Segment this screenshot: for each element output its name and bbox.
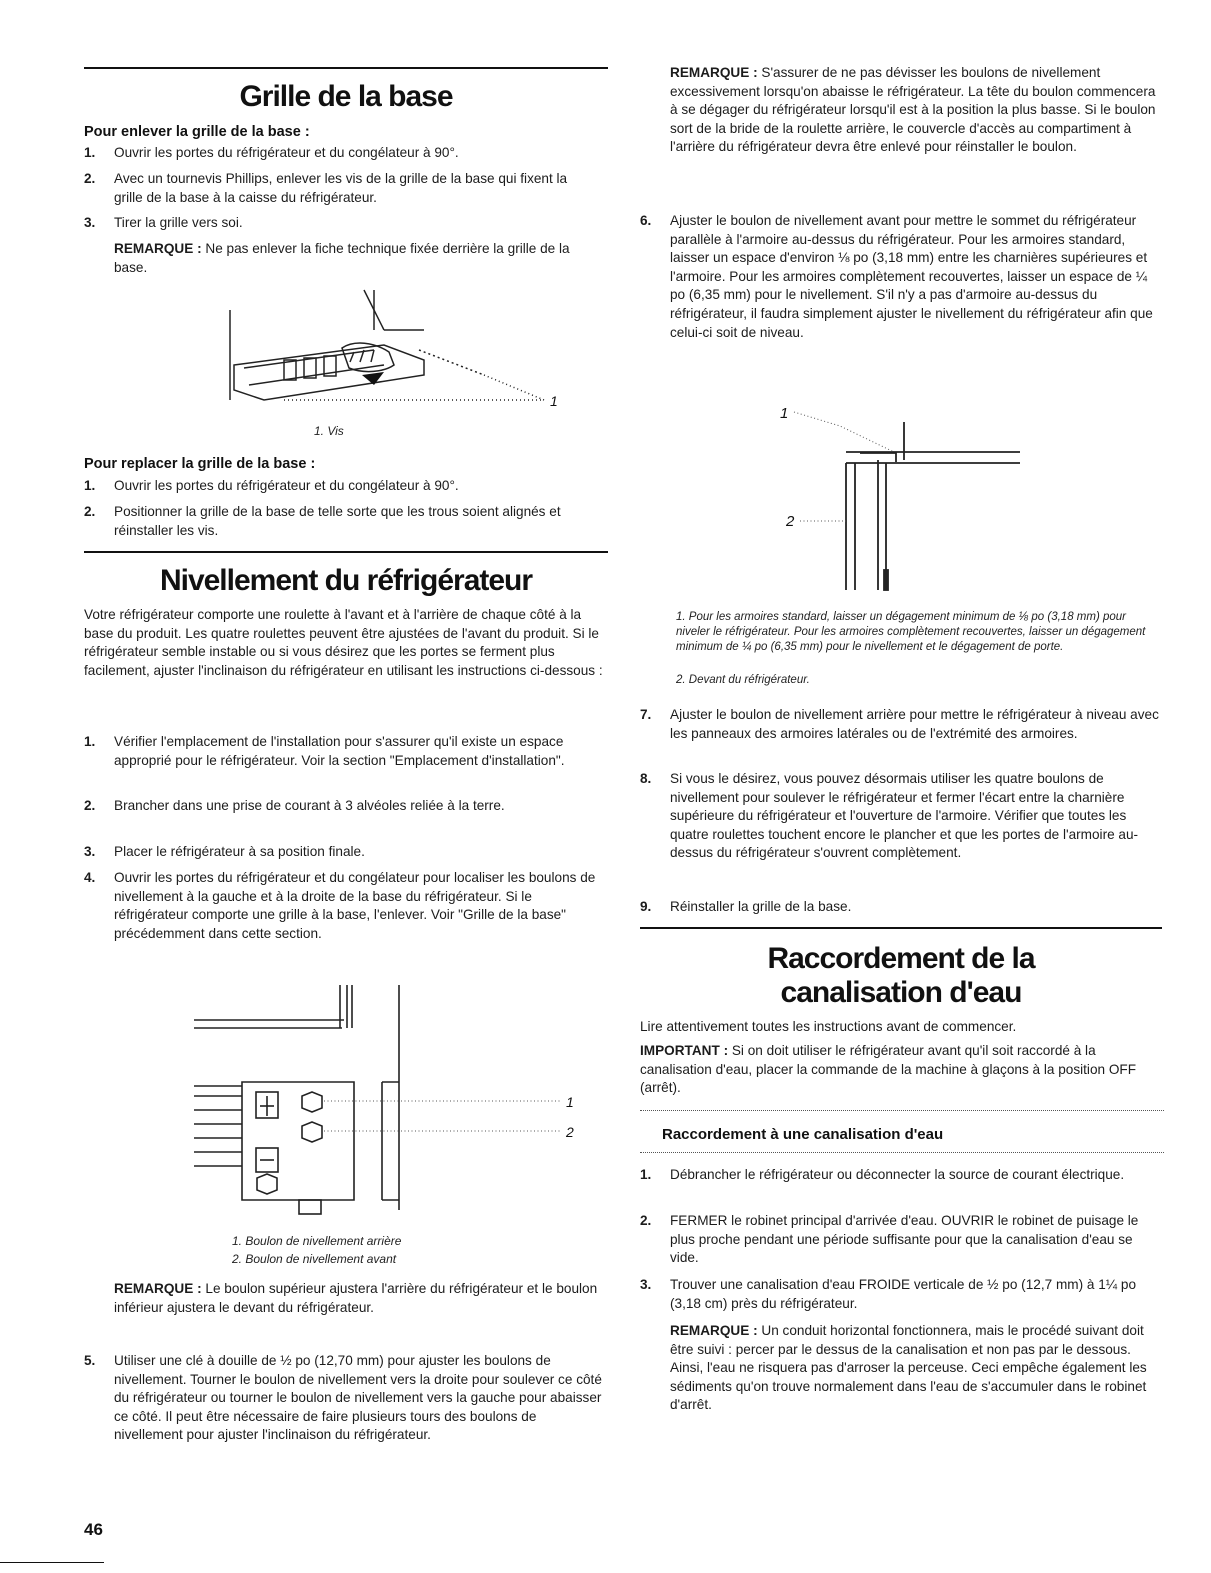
figure-caption: 1. Vis (314, 424, 344, 438)
replace-heading: Pour replacer la grille de la base : (84, 456, 316, 472)
grille-note: REMARQUE : Ne pas enlever la fiche technique fixée derrière la grille de la base. (114, 241, 570, 275)
list-item: 1. Ouvrir les portes du réfrigérateur et du congélateur à 90°. (84, 145, 459, 160)
water-important: IMPORTANT : Si on doit utiliser le réfrigérateur avant qu'il soit raccordé à la canalisation d'eau, placer la commande de la machine à glaçons à la position OFF (arrêt). (640, 1043, 1137, 1096)
section-rule (640, 927, 1162, 929)
figure-caption: 1. Pour les armoires standard, laisser un dégagement minimum de ⅛ po (3,18 mm) pour niveler le réfrigérateur. Pour les armoires complètement recouvertes, laisser un dégagement minimum de ¼ po (6,35 mm) pour le nivellement et le dégagement de porte. (676, 611, 1146, 653)
list-item: 6. Ajuster le boulon de nivellement avant pour mettre le sommet du réfrigérateur parallèle à l'armoire au-dessus du réfrigérateur. Pour les armoires standard, laisser un espace d'environ ⅛ po (3,18 mm) entre les charnières supérieures et l'armoire. Pour les armoires complètement recouvertes, laisser un espace de ¼ po (6,35 mm) pour le nivellement. S'il n'y a pas d'armoire au-dessus du réfrigérateur, il faudra simplement ajuster le nivellement du réfrigérateur afin que celui-ci soit de niveau. (640, 213, 1153, 340)
list-item: 5. Utiliser une clé à douille de ½ po (12,70 mm) pour ajuster les boulons de nivellement. Tourner le boulon de nivellement vers la droite pour soulever ce côté du réfrigérateur ou tourner le boulon de nivellement vers la gauche pour abaisser ce côté. Il peut être nécessaire de faire plusieurs tours des boulons de nivellement pour ajuster l'inclinaison du réfrigérateur. (84, 1353, 602, 1443)
list-item: 7. Ajuster le boulon de nivellement arrière pour mettre le réfrigérateur à niveau avec les panneaux des armoires latérales ou de l'extrémité des armoires. (640, 707, 1159, 741)
remove-heading: Pour enlever la grille de la base : (84, 124, 310, 140)
list-item: 2. Positionner la grille de la base de telle sorte que les trous soient alignés et réinstaller les vis. (84, 504, 561, 538)
list-item: 9. Réinstaller la grille de la base. (640, 899, 852, 914)
dotted-divider (640, 1152, 1164, 1153)
figure-caption: 1. Boulon de nivellement arrière (232, 1234, 402, 1248)
base-grille-illustration (224, 290, 558, 410)
page-number: 46 (84, 1520, 103, 1539)
water-title-line1: Raccordement de la (767, 942, 1035, 975)
section-rule (84, 67, 608, 69)
list-item: 2. Avec un tournevis Phillips, enlever les vis de la grille de la base qui fixent la grille de la base à la caisse du réfrigérateur. (84, 171, 568, 205)
figure-caption: 2. Boulon de nivellement avant (232, 1252, 397, 1266)
water-note: REMARQUE : Un conduit horizontal fonctionnera, mais le procédé suivant doit être suivi : percer par le dessus de la canalisation et non pas par le dessous. Ainsi, l'eau ne risquera pas d'arroser la perceuse. Ceci empêche également les sédiments qu'on trouve normalement dans l'eau de s'accumuler dans le robinet d'arrêt. (670, 1323, 1147, 1413)
list-item: 3. Placer le réfrigérateur à sa position finale. (84, 844, 365, 859)
water-subheading: Raccordement à une canalisation d'eau (662, 1126, 944, 1143)
list-item: 8. Si vous le désirez, vous pouvez désormais utiliser les quatre boulons de nivellement pour soulever le réfrigérateur et fermer l'écart entre la charnière supérieure du réfrigérateur et l'ouverture de l'armoire. Vérifier que toutes les quatre roulettes touchent encore le plancher et que les portes de l'armoire au-dessus du réfrigérateur s'ouvrent complètement. (640, 771, 1139, 861)
list-item: 3. Tirer la grille vers soi. (84, 215, 243, 230)
grille-title: Grille de la base (239, 80, 453, 113)
list-item: 1. Débrancher le réfrigérateur ou déconnecter la source de courant électrique. (640, 1167, 1125, 1182)
callout-1: 1 (566, 1094, 574, 1110)
section-rule (84, 551, 608, 553)
footer-rule (0, 1562, 104, 1563)
figure-caption: 2. Devant du réfrigérateur. (676, 674, 810, 686)
dotted-divider (640, 1110, 1164, 1111)
bolt-note: REMARQUE : S'assurer de ne pas dévisser les boulons de nivellement excessivement lorsqu'on abaisse le réfrigérateur. La tête du boulon commencera à se dégager du réfrigérateur lorsqu'il est à la position la plus basse. Si le boulon sort de la bride de la roulette arrière, le couvercle d'accès au compartiment à l'arrière du réfrigérateur devra être enlevé pour réinstaller le boulon. (670, 65, 1156, 155)
callout-2: 2 (566, 1124, 574, 1140)
leveling-note: REMARQUE : Le boulon supérieur ajustera l'arrière du réfrigérateur et le boulon inférieur ajustera le devant du réfrigérateur. (114, 1281, 598, 1315)
list-item: 1. Vérifier l'emplacement de l'installation pour s'assurer qu'il existe un espace approprié pour le réfrigérateur. Voir la section "Emplacement d'installation". (84, 734, 565, 768)
list-item: 2. Brancher dans une prise de courant à 3 alvéoles reliée à la terre. (84, 798, 505, 813)
water-intro: Lire attentivement toutes les instructions avant de commencer. (640, 1019, 1017, 1034)
list-item: 3. Trouver une canalisation d'eau FROIDE verticale de ½ po (12,7 mm) à 1¼ po (3,18 cm) près du réfrigérateur. (640, 1277, 1137, 1311)
leveling-title: Nivellement du réfrigérateur (159, 564, 533, 597)
water-title-line2: canalisation d'eau (780, 976, 1022, 1009)
list-item: 2. FERMER le robinet principal d'arrivée d'eau. OUVRIR le robinet de puisage le plus proche pendant une période suffisante pour que la canalisation d'eau se vide. (640, 1213, 1139, 1266)
leveling-bolts-illustration (194, 980, 574, 1230)
leveling-intro: Votre réfrigérateur comporte une roulette à l'avant et à l'arrière de chaque côté à la base du produit. Les quatre roulettes peuvent être ajustées de l'avant du produit. Si le réfrigérateur semble instable ou si vous désirez que les portes se ferment plus facilement, ajuster l'inclinaison du réfrigérateur en utilisant les instructions ci-dessous : (84, 607, 603, 678)
callout-1: 1 (780, 405, 789, 422)
callout-2: 2 (786, 513, 795, 530)
list-item: 1. Ouvrir les portes du réfrigérateur et du congélateur à 90°. (84, 478, 459, 493)
list-item: 4. Ouvrir les portes du réfrigérateur et du congélateur pour localiser les boulons de nivellement à la gauche et à la droite de la base du réfrigérateur. Si le réfrigérateur comporte une grille à la base, l'enlever. Voir "Grille de la base" précédemment dans cette section. (84, 870, 596, 941)
callout-1: 1 (550, 393, 558, 409)
cabinet-clearance-illustration (780, 400, 1040, 600)
